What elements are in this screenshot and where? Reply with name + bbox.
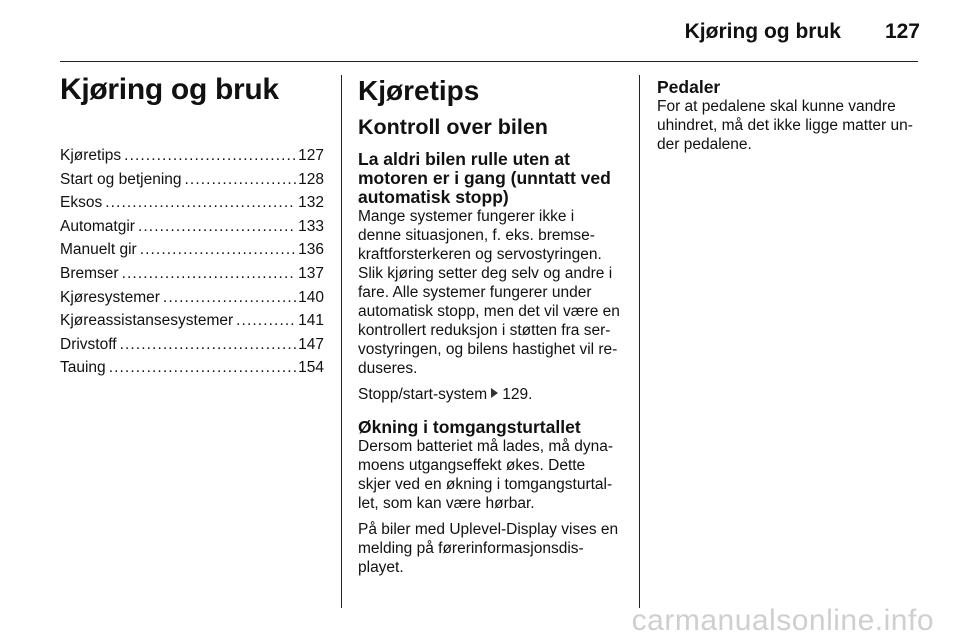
text-line: uhindret, må det ikke ligge matter un- xyxy=(657,117,913,134)
toc-page: 127 xyxy=(298,147,324,164)
toc-page: 147 xyxy=(298,335,324,353)
idle-paragraph-2 xyxy=(358,520,622,577)
table-of-contents xyxy=(60,146,324,382)
text-line: melding på førerinformasjonsdis- xyxy=(358,540,584,557)
toc-label: Manuelt gir xyxy=(60,241,137,259)
toc-entry[interactable] xyxy=(60,193,324,217)
heading-line: La aldri bilen rulle uten at xyxy=(358,149,570,169)
toc-label: Tauing xyxy=(60,359,106,377)
toc-entry[interactable] xyxy=(60,288,324,312)
toc-leader xyxy=(140,240,296,259)
toc-page: 140 xyxy=(298,288,324,306)
toc-label: Automatgir xyxy=(60,217,135,235)
toc-page: 141 xyxy=(298,312,324,330)
roll-paragraph xyxy=(358,207,622,378)
text-line: automatisk stopp, men det vil være en xyxy=(358,303,620,320)
heading-line: motoren er i gang (unntatt ved xyxy=(358,168,611,188)
pedals-heading: Pedaler xyxy=(657,77,721,97)
reference-arrow-icon xyxy=(491,388,498,398)
toc-leader xyxy=(120,335,297,354)
text-line: skjer ved en økning i tomgangsturtal- xyxy=(358,476,613,493)
pedals-paragraph xyxy=(657,97,919,154)
toc-leader xyxy=(122,264,297,283)
toc-page: 154 xyxy=(298,359,324,377)
toc-page: 137 xyxy=(298,264,324,282)
toc-leader xyxy=(109,358,296,377)
text-line: Mange systemer fungerer ikke i xyxy=(358,208,575,225)
toc-entry[interactable] xyxy=(60,217,324,241)
toc-leader xyxy=(185,170,297,189)
toc-entry[interactable] xyxy=(60,335,324,359)
roll-heading xyxy=(358,150,622,207)
pedals-column xyxy=(657,72,919,154)
idle-paragraph-1 xyxy=(358,437,622,513)
text-line: vostyringen, og bilens hastighet vil re- xyxy=(358,341,618,358)
text-line: der pedalene. xyxy=(657,136,752,153)
toc-leader xyxy=(105,193,296,212)
running-header xyxy=(685,20,920,44)
reference-label: Stopp/start-system xyxy=(358,386,488,403)
text-line: På biler med Uplevel-Display vises en xyxy=(358,521,619,538)
text-line: let, som kan være hørbar. xyxy=(358,495,535,512)
text-line: kontrollert reduksjon i støtten fra ser- xyxy=(358,322,611,339)
column-divider-1 xyxy=(341,75,342,608)
text-line: Slik kjøring setter deg selv og andre i xyxy=(358,265,613,282)
toc-leader xyxy=(124,146,296,165)
column-divider-2 xyxy=(639,75,640,608)
toc-page: 133 xyxy=(298,217,324,235)
text-line: kraftforsterkeren og servostyringen. xyxy=(358,246,602,263)
header-page-number: 127 xyxy=(884,20,920,43)
text-line: playet. xyxy=(358,559,404,576)
chapter-column xyxy=(60,72,324,382)
reference-page: 129. xyxy=(502,386,533,403)
toc-label: Eksos xyxy=(60,194,103,212)
toc-label: Kjøresystemer xyxy=(60,288,160,306)
toc-leader xyxy=(163,288,296,307)
toc-label: Kjøreassistansesystemer xyxy=(60,312,234,330)
watermark: carmanualsonline.info xyxy=(631,604,934,637)
heading-line: automatisk stopp) xyxy=(358,187,509,207)
header-title: Kjøring og bruk xyxy=(684,20,841,43)
toc-entry[interactable] xyxy=(60,146,324,170)
toc-page: 132 xyxy=(298,194,324,212)
toc-page: 128 xyxy=(298,170,324,188)
cross-reference[interactable] xyxy=(358,385,622,404)
text-line: Dersom batteriet må lades, må dyna- xyxy=(358,438,613,455)
toc-leader xyxy=(138,217,296,236)
text-line: denne situasjonen, f. eks. bremse- xyxy=(358,227,595,244)
text-line: duseres. xyxy=(358,360,418,377)
section-subtitle: Kontroll over bilen xyxy=(358,115,548,139)
toc-entry[interactable] xyxy=(60,170,324,194)
toc-entry[interactable] xyxy=(60,264,324,288)
chapter-title: Kjøring og bruk xyxy=(60,73,279,106)
toc-label: Drivstoff xyxy=(60,335,117,353)
toc-label: Start og betjening xyxy=(60,170,182,188)
toc-label: Bremser xyxy=(60,264,119,282)
toc-entry[interactable] xyxy=(60,311,324,335)
toc-leader xyxy=(236,311,296,330)
text-line: fare. Alle systemer fungerer under xyxy=(358,284,592,301)
toc-entry[interactable] xyxy=(60,240,324,264)
header-rule xyxy=(60,61,918,62)
section-column xyxy=(358,72,622,577)
toc-page: 136 xyxy=(298,241,324,259)
text-line: For at pedalene skal kunne vandre xyxy=(657,98,896,115)
toc-entry[interactable] xyxy=(60,358,324,382)
section-title: Kjøretips xyxy=(358,75,480,106)
text-line: moens utgangseffekt økes. Dette xyxy=(358,457,586,474)
idle-heading: Økning i tomgangsturtallet xyxy=(358,417,581,437)
toc-label: Kjøretips xyxy=(60,147,122,164)
